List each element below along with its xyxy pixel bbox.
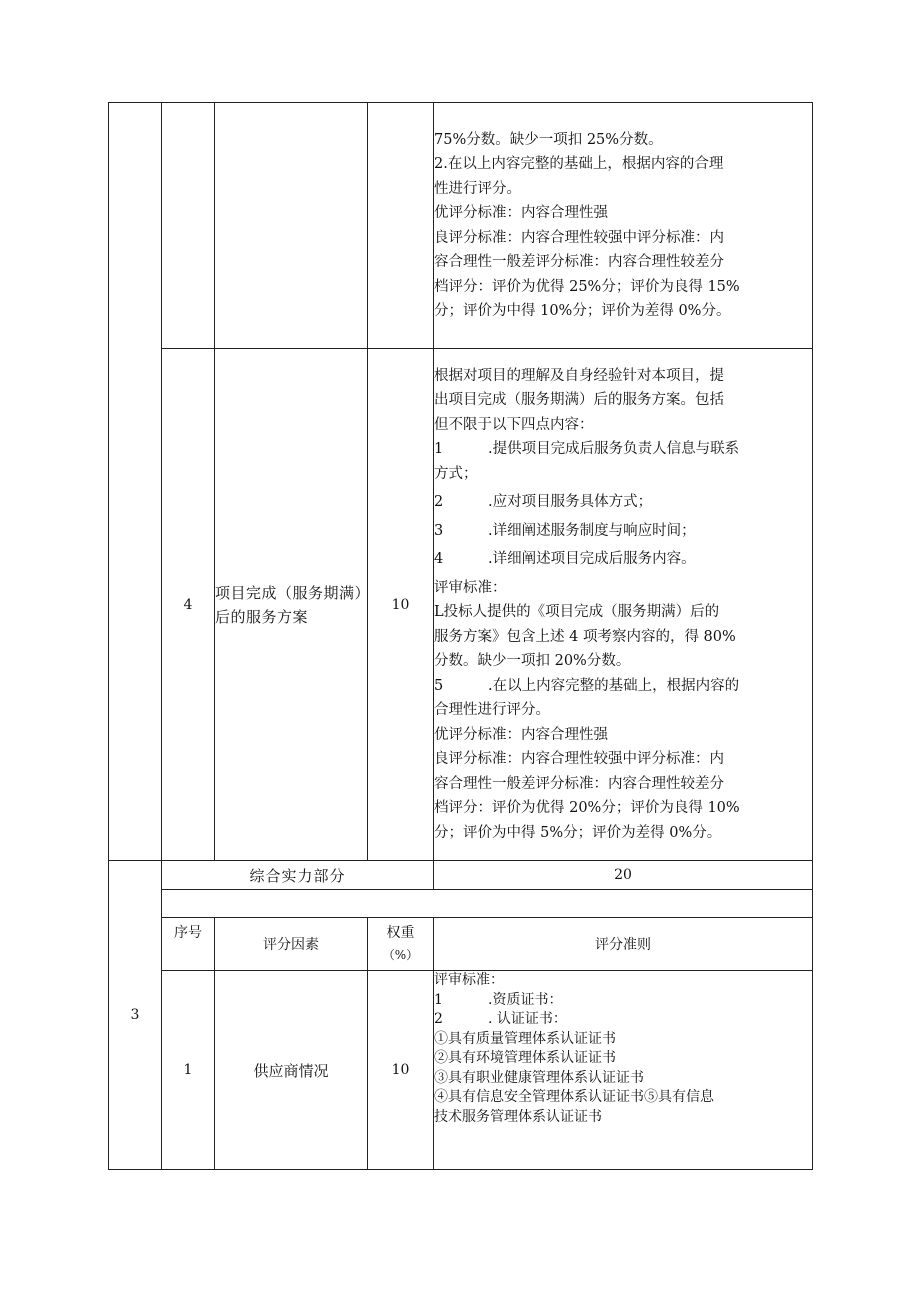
list-item: 1 .提供项目完成后服务负责人信息与联系 <box>434 441 740 458</box>
seq-cell: 1 <box>162 971 215 1170</box>
list-item: 3 .详细阐述服务制度与响应时间； <box>434 522 696 539</box>
rule-line: 5 .在以上内容完整的基础上，根据内容的 <box>434 677 740 694</box>
spacer-cell <box>162 890 813 918</box>
factor-cell: 供应商情况 <box>215 971 368 1170</box>
criteria-line: 档评分：评价为优得 25%分；评价为良得 15% <box>434 278 740 295</box>
grade-line: 优评分标准：内容合理性强 <box>434 726 608 743</box>
cert-line: 技术服务管理体系认证证书 <box>434 1108 602 1125</box>
grade-line: 容合理性一般差评分标准：内容合理性较差分 <box>434 775 724 792</box>
cert-line: ①具有质量管理体系认证证书 <box>434 1030 616 1047</box>
header-factor: 评分因素 <box>215 918 368 971</box>
header-row <box>109 918 813 971</box>
rule-line: 服务方案》包含上述 4 项考察内容的，得 80% <box>434 628 736 645</box>
criteria-cell <box>434 971 813 1170</box>
criteria-cell <box>434 103 813 349</box>
table-row <box>109 971 813 1170</box>
grade-line: 档评分：评价为优得 20%分；评价为良得 10% <box>434 800 740 817</box>
cert-line: ④具有信息安全管理体系认证证书⑤具有信息 <box>434 1089 714 1105</box>
seq-cell <box>162 103 215 349</box>
rule-line: L投标人提供的《项目完成（服务期满）后的 <box>434 604 720 621</box>
weight-cell <box>368 103 434 349</box>
table-row <box>109 349 813 861</box>
list-item: 1 .资质证书： <box>434 991 563 1008</box>
weight-cell: 10 <box>368 971 434 1170</box>
spacer-row <box>109 890 813 918</box>
section-number-cell: 3 <box>109 861 162 1170</box>
list-item: 4 .详细阐述项目完成后服务内容。 <box>434 551 696 568</box>
section-score: 20 <box>434 861 813 890</box>
intro-line: 根据对项目的理解及自身经验针对本项目，提 <box>434 367 724 384</box>
criteria-line: 分；评价为中得 10%分；评价为差得 0%分。 <box>434 303 731 319</box>
criteria-cell <box>434 349 813 861</box>
header-seq: 序号 <box>162 918 215 971</box>
grade-line: 分；评价为中得 5%分；评价为差得 0%分。 <box>434 824 722 841</box>
criteria-line: 2.在以上内容完整的基础上，根据内容的合理 <box>434 156 724 172</box>
factor-cell: 项目完成（服务期满）后的服务方案 <box>215 349 368 861</box>
grade-line: 良评分标准：内容合理性较强中评分标准：内 <box>434 751 724 768</box>
seq-cell: 4 <box>162 349 215 861</box>
header-criteria: 评分准则 <box>434 918 813 971</box>
list-item: 方式； <box>434 465 478 482</box>
criteria-line: 良评分标准：内容合理性较强中评分标准：内 <box>434 229 724 246</box>
standard-label: 评审标准： <box>434 579 507 596</box>
intro-line: 但不限于以下四点内容： <box>434 416 594 433</box>
factor-cell <box>215 103 368 349</box>
standard-label: 评审标准： <box>434 972 504 988</box>
rule-line: 分数。缺少一项扣 20%分数。 <box>434 653 631 670</box>
scoring-table <box>108 102 813 1170</box>
table-row <box>109 103 813 349</box>
list-item: 2 . 认证证书： <box>434 1011 567 1027</box>
cert-line: ③具有职业健康管理体系认证证书 <box>434 1069 644 1086</box>
list-item: 2 .应对项目服务具体方式； <box>434 494 653 511</box>
weight-cell: 10 <box>368 349 434 861</box>
header-weight: 权重 （%） <box>368 918 434 971</box>
section-title: 综合实力部分 <box>162 861 434 890</box>
rule-line: 合理性进行评分。 <box>434 702 550 719</box>
criteria-line: 容合理性一般差评分标准：内容合理性较差分 <box>434 254 724 270</box>
criteria-line: 性进行评分。 <box>434 180 521 197</box>
intro-line: 出项目完成（服务期满）后的服务方案。包括 <box>434 392 724 409</box>
criteria-line: 优评分标准：内容合理性强 <box>434 205 608 221</box>
section-title-row <box>109 861 813 890</box>
criteria-line: 75%分数。缺少一项扣 25%分数。 <box>434 131 663 148</box>
section-number-cell <box>109 103 162 861</box>
cert-line: ②具有环境管理体系认证证书 <box>434 1050 616 1066</box>
